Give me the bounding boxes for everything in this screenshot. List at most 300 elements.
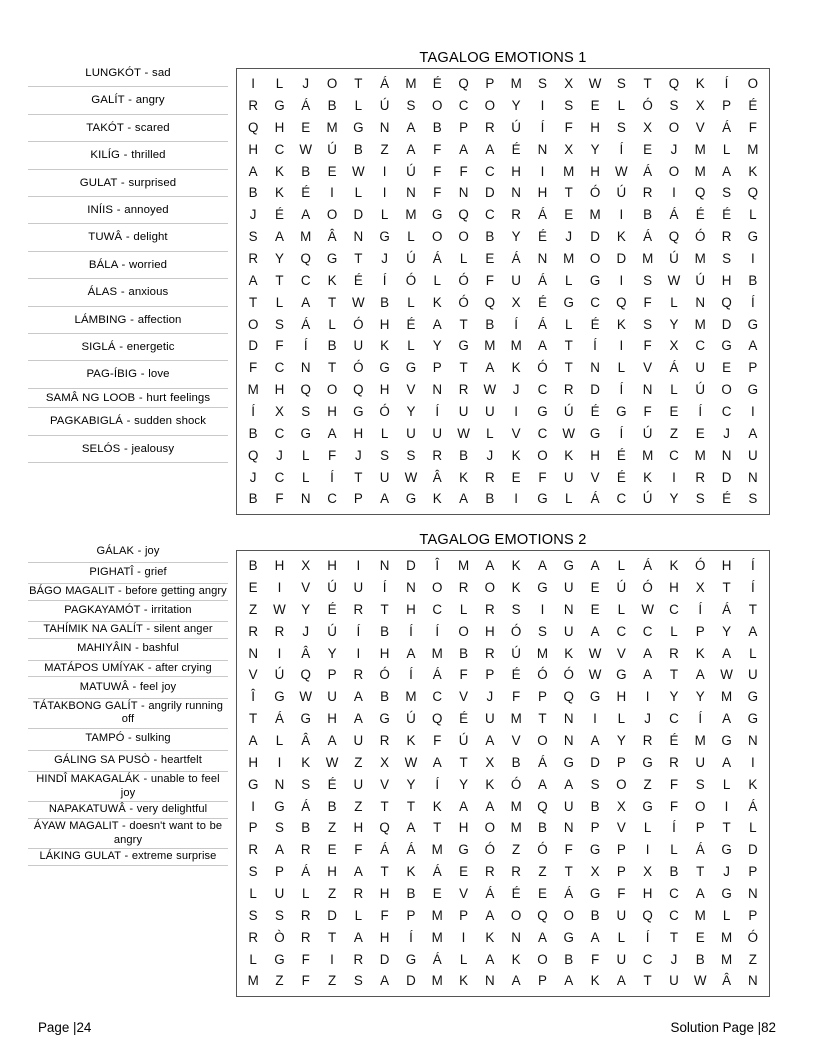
grid-cell[interactable]: E xyxy=(695,425,705,441)
grid-cell[interactable]: G xyxy=(747,229,759,245)
grid-cell[interactable]: U xyxy=(563,469,574,485)
grid-cell[interactable]: I xyxy=(277,580,282,596)
grid-cell[interactable]: A xyxy=(485,141,495,157)
grid-cell[interactable]: M xyxy=(431,645,443,661)
grid-cell[interactable]: J xyxy=(249,469,257,485)
grid-cell[interactable]: E xyxy=(695,929,705,945)
grid-cell[interactable]: A xyxy=(537,338,547,354)
grid-cell[interactable]: Ó xyxy=(405,272,417,288)
grid-cell[interactable]: C xyxy=(537,425,548,441)
grid-cell[interactable]: R xyxy=(511,207,521,223)
grid-cell[interactable]: I xyxy=(461,929,466,945)
grid-cell[interactable]: K xyxy=(564,645,574,661)
grid-cell[interactable]: K xyxy=(301,754,311,770)
grid-cell[interactable]: C xyxy=(300,272,311,288)
grid-cell[interactable]: N xyxy=(432,382,443,398)
grid-cell[interactable]: Ó xyxy=(379,403,390,419)
grid-cell[interactable]: Ú xyxy=(616,580,627,596)
grid-cell[interactable]: K xyxy=(459,973,468,989)
grid-cell[interactable]: A xyxy=(485,558,495,574)
grid-cell[interactable]: Ó xyxy=(510,623,522,639)
grid-cell[interactable]: G xyxy=(537,580,548,596)
grid-cell[interactable]: Á xyxy=(380,842,390,858)
grid-cell[interactable]: Ú xyxy=(406,711,416,727)
grid-cell[interactable]: W xyxy=(299,689,313,705)
grid-cell[interactable]: D xyxy=(353,207,364,223)
grid-cell[interactable]: R xyxy=(669,645,679,661)
grid-cell[interactable]: J xyxy=(249,207,257,223)
grid-cell[interactable]: B xyxy=(380,294,390,310)
grid-cell[interactable]: O xyxy=(510,907,522,923)
grid-cell[interactable]: É xyxy=(353,272,363,288)
grid-cell[interactable]: Ó xyxy=(353,360,364,376)
grid-cell[interactable]: Ó xyxy=(458,272,469,288)
grid-cell[interactable]: A xyxy=(485,798,495,814)
grid-cell[interactable]: A xyxy=(327,732,337,748)
grid-cell[interactable]: K xyxy=(274,185,284,201)
grid-cell[interactable]: F xyxy=(354,842,363,858)
grid-cell[interactable]: A xyxy=(564,776,574,792)
grid-cell[interactable]: É xyxy=(722,207,731,223)
grid-cell[interactable]: R xyxy=(695,469,706,485)
grid-cell[interactable]: U xyxy=(748,667,758,683)
grid-cell[interactable]: Á xyxy=(432,667,442,683)
grid-cell[interactable]: L xyxy=(459,250,468,266)
grid-cell[interactable]: C xyxy=(669,885,679,901)
grid-cell[interactable]: N xyxy=(485,973,495,989)
grid-cell[interactable]: G xyxy=(405,491,417,507)
grid-cell[interactable]: W xyxy=(404,754,418,770)
grid-cell[interactable]: Í xyxy=(750,294,755,310)
grid-cell[interactable]: K xyxy=(748,776,758,792)
grid-cell[interactable]: E xyxy=(248,580,258,596)
grid-cell[interactable]: G xyxy=(274,689,285,705)
grid-cell[interactable]: K xyxy=(432,294,442,310)
grid-cell[interactable]: U xyxy=(379,469,390,485)
grid-cell[interactable]: U xyxy=(616,951,627,967)
grid-cell[interactable]: W xyxy=(404,469,418,485)
grid-cell[interactable]: R xyxy=(353,885,364,901)
grid-cell[interactable]: R xyxy=(353,667,364,683)
grid-cell[interactable]: O xyxy=(326,76,338,92)
grid-cell[interactable]: Q xyxy=(642,907,653,923)
grid-cell[interactable]: É xyxy=(695,207,705,223)
grid-cell[interactable]: Ó xyxy=(642,580,653,596)
grid-cell[interactable]: R xyxy=(485,601,495,617)
grid-cell[interactable]: G xyxy=(300,425,311,441)
grid-cell[interactable]: I xyxy=(619,207,624,223)
grid-cell[interactable]: S xyxy=(590,776,600,792)
grid-cell[interactable]: M xyxy=(326,119,338,135)
grid-cell[interactable]: É xyxy=(511,141,521,157)
grid-cell[interactable]: Z xyxy=(327,820,337,836)
grid-cell[interactable]: G xyxy=(589,885,601,901)
grid-cell[interactable]: L xyxy=(407,294,415,310)
grid-cell[interactable]: Í xyxy=(593,338,597,354)
grid-cell[interactable]: G xyxy=(326,250,338,266)
grid-cell[interactable]: L xyxy=(275,76,284,92)
grid-cell[interactable]: T xyxy=(249,711,258,727)
grid-cell[interactable]: Ó xyxy=(695,558,706,574)
grid-cell[interactable]: Z xyxy=(327,885,337,901)
grid-cell[interactable]: T xyxy=(249,294,258,310)
grid-cell[interactable]: V xyxy=(590,469,600,485)
grid-cell[interactable]: I xyxy=(672,185,676,201)
grid-cell[interactable]: Y xyxy=(406,776,416,792)
grid-cell[interactable]: Z xyxy=(748,951,757,967)
grid-cell[interactable]: R xyxy=(485,645,495,661)
grid-cell[interactable]: C xyxy=(721,403,732,419)
grid-cell[interactable]: Ú xyxy=(406,163,416,179)
grid-cell[interactable]: Ú xyxy=(642,425,653,441)
grid-cell[interactable]: G xyxy=(563,754,574,770)
grid-cell[interactable]: W xyxy=(325,754,339,770)
grid-cell[interactable]: Í xyxy=(409,623,413,639)
grid-cell[interactable]: O xyxy=(432,229,443,245)
grid-cell[interactable]: É xyxy=(432,76,442,92)
grid-cell[interactable]: U xyxy=(616,907,627,923)
grid-cell[interactable]: G xyxy=(432,207,443,223)
grid-cell[interactable]: E xyxy=(511,469,521,485)
grid-cell[interactable]: A xyxy=(353,689,363,705)
grid-cell[interactable]: M xyxy=(589,207,601,223)
grid-cell[interactable]: Í xyxy=(514,316,518,332)
grid-cell[interactable]: J xyxy=(354,447,362,463)
grid-cell[interactable]: A xyxy=(722,645,731,661)
grid-cell[interactable]: R xyxy=(274,623,285,639)
grid-cell[interactable]: E xyxy=(669,403,679,419)
grid-cell[interactable]: M xyxy=(563,250,575,266)
grid-cell[interactable]: L xyxy=(617,929,626,945)
grid-cell[interactable]: U xyxy=(563,798,574,814)
grid-cell[interactable]: R xyxy=(248,842,258,858)
grid-cell[interactable]: H xyxy=(669,580,679,596)
grid-cell[interactable]: Î xyxy=(435,558,440,574)
grid-cell[interactable]: Í xyxy=(698,711,703,727)
grid-cell[interactable]: O xyxy=(721,382,732,398)
grid-cell[interactable]: O xyxy=(432,580,443,596)
grid-cell[interactable]: R xyxy=(300,842,311,858)
grid-cell[interactable]: J xyxy=(723,425,730,441)
grid-cell[interactable]: S xyxy=(669,98,679,114)
grid-cell[interactable]: G xyxy=(274,798,285,814)
grid-cell[interactable]: N xyxy=(379,558,390,574)
grid-cell[interactable]: V xyxy=(511,425,521,441)
grid-cell[interactable]: G xyxy=(616,403,627,419)
grid-cell[interactable]: Ó xyxy=(484,842,496,858)
grid-cell[interactable]: R xyxy=(511,864,521,880)
grid-cell[interactable]: F xyxy=(275,338,284,354)
grid-cell[interactable]: B xyxy=(248,185,258,201)
grid-cell[interactable]: M xyxy=(431,973,443,989)
grid-cell[interactable]: B xyxy=(590,907,600,923)
grid-cell[interactable]: Ú xyxy=(327,141,337,157)
grid-cell[interactable]: I xyxy=(645,842,650,858)
grid-cell[interactable]: M xyxy=(563,163,575,179)
grid-cell[interactable]: H xyxy=(327,558,337,574)
grid-cell[interactable]: K xyxy=(511,558,521,574)
grid-cell[interactable]: P xyxy=(695,623,705,639)
grid-cell[interactable]: P xyxy=(485,667,495,683)
grid-cell[interactable]: É xyxy=(748,98,758,114)
grid-cell[interactable]: M xyxy=(694,141,706,157)
grid-cell[interactable]: K xyxy=(274,163,284,179)
grid-cell[interactable]: L xyxy=(643,820,652,836)
grid-cell[interactable]: R xyxy=(485,119,495,135)
grid-cell[interactable]: S xyxy=(564,98,574,114)
grid-cell[interactable]: A xyxy=(353,711,363,727)
grid-cell[interactable]: G xyxy=(747,316,759,332)
grid-cell[interactable]: G xyxy=(642,798,653,814)
grid-cell[interactable]: L xyxy=(486,425,494,441)
grid-cell[interactable]: S xyxy=(722,250,731,266)
grid-cell[interactable]: J xyxy=(381,250,388,266)
grid-cell[interactable]: L xyxy=(407,229,415,245)
grid-cell[interactable]: Á xyxy=(511,250,521,266)
grid-cell[interactable]: M xyxy=(431,929,443,945)
grid-cell[interactable]: Z xyxy=(538,864,547,880)
grid-cell[interactable]: Á xyxy=(406,842,416,858)
grid-cell[interactable]: Q xyxy=(484,294,496,310)
grid-cell[interactable]: R xyxy=(353,951,364,967)
grid-cell[interactable]: C xyxy=(669,601,679,617)
grid-cell[interactable]: Ú xyxy=(327,623,337,639)
grid-cell[interactable]: M xyxy=(642,250,654,266)
grid-cell[interactable]: X xyxy=(564,76,574,92)
grid-cell[interactable]: H xyxy=(274,558,285,574)
grid-cell[interactable]: N xyxy=(379,119,390,135)
grid-cell[interactable]: X xyxy=(695,98,705,114)
grid-cell[interactable]: S xyxy=(695,776,705,792)
grid-cell[interactable]: N xyxy=(274,776,285,792)
grid-cell[interactable]: F xyxy=(538,469,547,485)
grid-cell[interactable]: K xyxy=(459,469,468,485)
grid-cell[interactable]: N xyxy=(563,820,574,836)
grid-cell[interactable]: O xyxy=(326,207,338,223)
grid-cell[interactable]: Q xyxy=(458,76,469,92)
grid-cell[interactable]: D xyxy=(248,338,258,354)
grid-cell[interactable]: A xyxy=(353,864,363,880)
grid-cell[interactable]: P xyxy=(722,98,731,114)
grid-cell[interactable]: V xyxy=(695,119,705,135)
grid-cell[interactable]: Á xyxy=(301,864,311,880)
grid-cell[interactable]: S xyxy=(616,119,626,135)
grid-cell[interactable]: H xyxy=(327,864,337,880)
grid-cell[interactable]: L xyxy=(302,469,310,485)
grid-cell[interactable]: H xyxy=(406,601,416,617)
grid-cell[interactable]: E xyxy=(327,842,337,858)
grid-cell[interactable]: Z xyxy=(643,776,652,792)
grid-cell[interactable]: Q xyxy=(537,798,548,814)
grid-cell[interactable]: K xyxy=(695,645,705,661)
grid-cell[interactable]: S xyxy=(406,447,416,463)
grid-cell[interactable]: L xyxy=(275,294,284,310)
grid-cell[interactable]: K xyxy=(406,864,416,880)
grid-cell[interactable]: I xyxy=(724,798,729,814)
grid-cell[interactable]: A xyxy=(406,820,416,836)
grid-cell[interactable]: G xyxy=(537,403,548,419)
grid-cell[interactable]: G xyxy=(379,229,390,245)
grid-cell[interactable]: W xyxy=(483,382,497,398)
grid-cell[interactable]: T xyxy=(327,294,337,310)
grid-cell[interactable]: O xyxy=(668,163,680,179)
grid-cell[interactable]: Z xyxy=(512,842,521,858)
grid-cell[interactable]: A xyxy=(748,623,758,639)
grid-cell[interactable]: A xyxy=(722,711,731,727)
grid-cell[interactable]: Ú xyxy=(511,645,521,661)
grid-cell[interactable]: P xyxy=(248,820,258,836)
grid-cell[interactable]: O xyxy=(326,382,338,398)
word-search-grid-1[interactable] xyxy=(236,68,770,515)
grid-cell[interactable]: É xyxy=(327,776,337,792)
grid-cell[interactable]: Y xyxy=(327,645,337,661)
grid-cell[interactable]: R xyxy=(669,754,679,770)
grid-cell[interactable]: J xyxy=(670,141,678,157)
grid-cell[interactable]: F xyxy=(459,163,468,179)
grid-cell[interactable]: N xyxy=(353,229,364,245)
grid-cell[interactable]: Q xyxy=(432,711,443,727)
grid-cell[interactable]: A xyxy=(748,425,758,441)
grid-cell[interactable]: M xyxy=(510,76,522,92)
grid-cell[interactable]: Â xyxy=(301,732,311,748)
grid-cell[interactable]: V xyxy=(459,885,468,901)
grid-cell[interactable]: R xyxy=(248,929,258,945)
grid-cell[interactable]: M xyxy=(642,447,654,463)
grid-cell[interactable]: Y xyxy=(406,403,416,419)
grid-cell[interactable]: K xyxy=(748,163,758,179)
grid-cell[interactable]: Í xyxy=(619,425,624,441)
grid-cell[interactable]: Í xyxy=(435,623,440,639)
grid-cell[interactable]: N xyxy=(748,732,758,748)
grid-cell[interactable]: M xyxy=(510,820,522,836)
grid-cell[interactable]: O xyxy=(537,447,548,463)
grid-cell[interactable]: M xyxy=(720,689,733,705)
grid-cell[interactable]: F xyxy=(485,272,494,288)
grid-cell[interactable]: F xyxy=(669,776,679,792)
grid-cell[interactable]: X xyxy=(643,119,653,135)
grid-cell[interactable]: D xyxy=(616,250,627,266)
grid-cell[interactable]: R xyxy=(248,250,258,266)
grid-cell[interactable]: C xyxy=(274,469,285,485)
grid-cell[interactable]: I xyxy=(540,601,545,617)
grid-cell[interactable]: A xyxy=(274,842,284,858)
grid-cell[interactable]: Y xyxy=(301,601,311,617)
grid-cell[interactable]: R xyxy=(300,907,311,923)
grid-cell[interactable]: A xyxy=(748,338,758,354)
grid-cell[interactable]: T xyxy=(643,973,652,989)
grid-cell[interactable]: R xyxy=(458,580,469,596)
grid-cell[interactable]: F xyxy=(433,185,442,201)
grid-cell[interactable]: O xyxy=(695,798,706,814)
grid-cell[interactable]: L xyxy=(670,623,678,639)
grid-cell[interactable]: Y xyxy=(669,689,679,705)
grid-cell[interactable]: F xyxy=(433,732,442,748)
grid-cell[interactable]: Q xyxy=(721,294,732,310)
grid-cell[interactable]: Ó xyxy=(695,229,706,245)
grid-cell[interactable]: B xyxy=(248,491,258,507)
grid-cell[interactable]: S xyxy=(353,973,363,989)
grid-cell[interactable]: F xyxy=(748,119,757,135)
grid-cell[interactable]: T xyxy=(696,864,705,880)
grid-cell[interactable]: D xyxy=(590,229,600,245)
grid-cell[interactable]: K xyxy=(590,973,600,989)
grid-cell[interactable]: L xyxy=(722,776,731,792)
grid-cell[interactable]: L xyxy=(617,360,626,376)
grid-cell[interactable]: R xyxy=(485,469,495,485)
grid-cell[interactable]: H xyxy=(590,163,600,179)
grid-cell[interactable]: P xyxy=(748,360,758,376)
grid-cell[interactable]: L xyxy=(275,732,284,748)
grid-cell[interactable]: O xyxy=(432,98,443,114)
grid-cell[interactable]: F xyxy=(380,907,389,923)
grid-cell[interactable]: S xyxy=(748,491,758,507)
grid-cell[interactable]: A xyxy=(485,360,495,376)
grid-cell[interactable]: T xyxy=(327,360,337,376)
grid-cell[interactable]: H xyxy=(379,929,390,945)
grid-cell[interactable]: A xyxy=(485,907,495,923)
grid-cell[interactable]: Ó xyxy=(458,294,469,310)
grid-cell[interactable]: L xyxy=(670,382,678,398)
grid-cell[interactable]: B xyxy=(327,98,337,114)
grid-cell[interactable]: Â xyxy=(301,645,311,661)
grid-cell[interactable]: E xyxy=(301,119,311,135)
grid-cell[interactable]: T xyxy=(354,250,363,266)
grid-cell[interactable]: L xyxy=(565,272,573,288)
grid-cell[interactable]: U xyxy=(274,885,285,901)
grid-cell[interactable]: Q xyxy=(353,382,364,398)
grid-cell[interactable]: G xyxy=(721,885,732,901)
grid-cell[interactable]: K xyxy=(432,491,442,507)
grid-cell[interactable]: M xyxy=(247,973,259,989)
grid-cell[interactable]: P xyxy=(590,820,600,836)
grid-cell[interactable]: O xyxy=(747,76,759,92)
grid-cell[interactable]: Î xyxy=(251,689,256,705)
grid-cell[interactable]: Ú xyxy=(563,403,574,419)
grid-cell[interactable]: L xyxy=(617,601,626,617)
grid-cell[interactable]: F xyxy=(617,885,626,901)
grid-cell[interactable]: F xyxy=(564,119,573,135)
grid-cell[interactable]: A xyxy=(485,732,495,748)
grid-cell[interactable]: W xyxy=(641,601,654,617)
grid-cell[interactable]: D xyxy=(590,754,600,770)
grid-cell[interactable]: X xyxy=(564,141,574,157)
grid-cell[interactable]: I xyxy=(540,98,545,114)
grid-cell[interactable]: T xyxy=(354,76,363,92)
grid-cell[interactable]: H xyxy=(721,272,732,288)
grid-cell[interactable]: A xyxy=(327,425,337,441)
grid-cell[interactable]: E xyxy=(432,885,442,901)
grid-cell[interactable]: I xyxy=(330,185,334,201)
grid-cell[interactable]: T xyxy=(564,864,573,880)
grid-cell[interactable]: O xyxy=(484,820,496,836)
grid-cell[interactable]: P xyxy=(459,907,468,923)
grid-cell[interactable]: C xyxy=(642,623,653,639)
grid-cell[interactable]: É xyxy=(590,316,600,332)
grid-cell[interactable]: B xyxy=(432,119,442,135)
grid-cell[interactable]: I xyxy=(672,469,676,485)
grid-cell[interactable]: W xyxy=(720,667,733,683)
grid-cell[interactable]: T xyxy=(459,316,468,332)
grid-cell[interactable]: X xyxy=(695,580,705,596)
grid-cell[interactable]: W xyxy=(352,294,365,310)
grid-cell[interactable]: R xyxy=(248,98,258,114)
grid-cell[interactable]: J xyxy=(302,76,310,92)
grid-cell[interactable]: H xyxy=(590,447,600,463)
grid-cell[interactable]: Y xyxy=(669,491,679,507)
grid-cell[interactable]: O xyxy=(537,951,548,967)
grid-cell[interactable]: N xyxy=(537,141,548,157)
grid-cell[interactable]: T xyxy=(459,754,468,770)
